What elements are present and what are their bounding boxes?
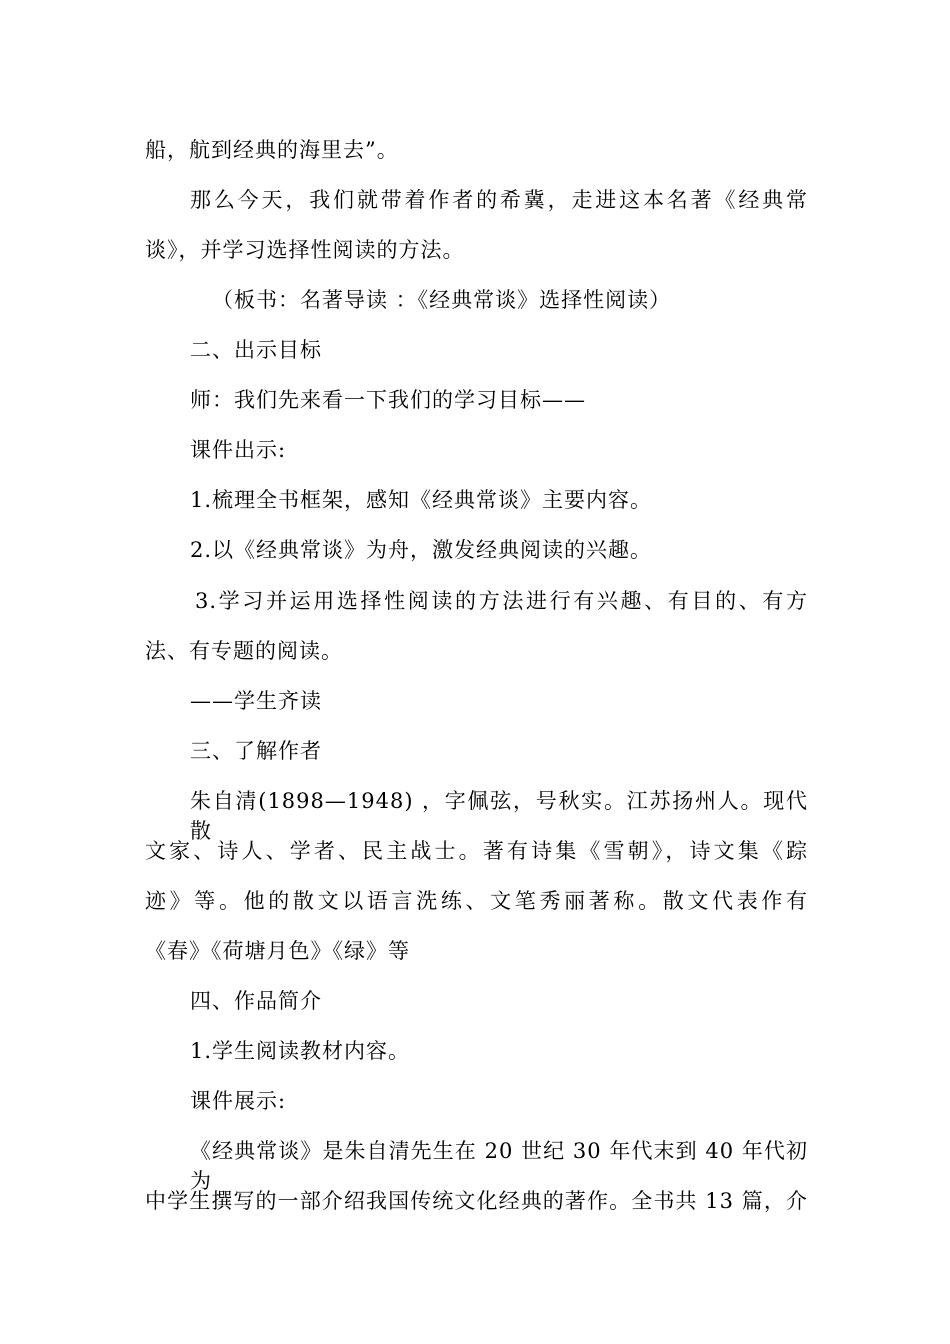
list-item: 1.学生阅读教材内容。 xyxy=(190,1039,411,1063)
text-line: 课件展示: xyxy=(190,1089,287,1113)
text-line: 迹》等。他的散文以语言洗练、文笔秀丽著称。散文代表作有 xyxy=(145,889,808,913)
section-heading: 四、作品简介 xyxy=(190,989,322,1013)
section-heading: 二、出示目标 xyxy=(190,338,322,362)
text-line: 《经典常谈》是朱自清先生在 20 世纪 30 年代末到 40 年代初为 xyxy=(190,1139,808,1193)
list-item: 1.梳理全书框架，感知《经典常谈》主要内容。 xyxy=(190,488,653,512)
text-line: 文家、诗人、学者、民主战士。著有诗集《雪朝》，诗文集《踪 xyxy=(145,839,808,863)
text-line: 中学生撰写的一部介绍我国传统文化经典的著作。全书共 13 篇，介 xyxy=(145,1189,808,1213)
board-writing-line: （板书：名著导读 ：《经典常谈》选择性阅读） xyxy=(212,288,672,312)
text-line: 《春》《荷塘月色》《绿》等 xyxy=(145,939,410,963)
text-line: 船，航到经典的海里去”。 xyxy=(145,138,399,162)
list-item: 3.学习并运用选择性阅读的方法进行有兴趣、有目的、有方 xyxy=(195,589,808,613)
section-heading: 三、了解作者 xyxy=(190,739,322,763)
text-line: 谈》，并学习选择性阅读的方法。 xyxy=(145,238,465,262)
text-line: 课件出示: xyxy=(190,438,287,462)
text-line: 师：我们先来看一下我们的学习目标—— xyxy=(190,388,586,412)
text-line: ——学生齐读 xyxy=(190,689,322,713)
text-line: 那么今天，我们就带着作者的希冀，走进这本名著《经典常 xyxy=(190,188,808,212)
text-line: 法、有专题的阅读。 xyxy=(145,639,343,663)
text-line: 朱自清(1898—1948) ，字佩弦，号秋实。江苏扬州人。现代散 xyxy=(190,789,808,843)
list-item: 2.以《经典常谈》为舟，激发经典阅读的兴趣。 xyxy=(190,538,653,562)
